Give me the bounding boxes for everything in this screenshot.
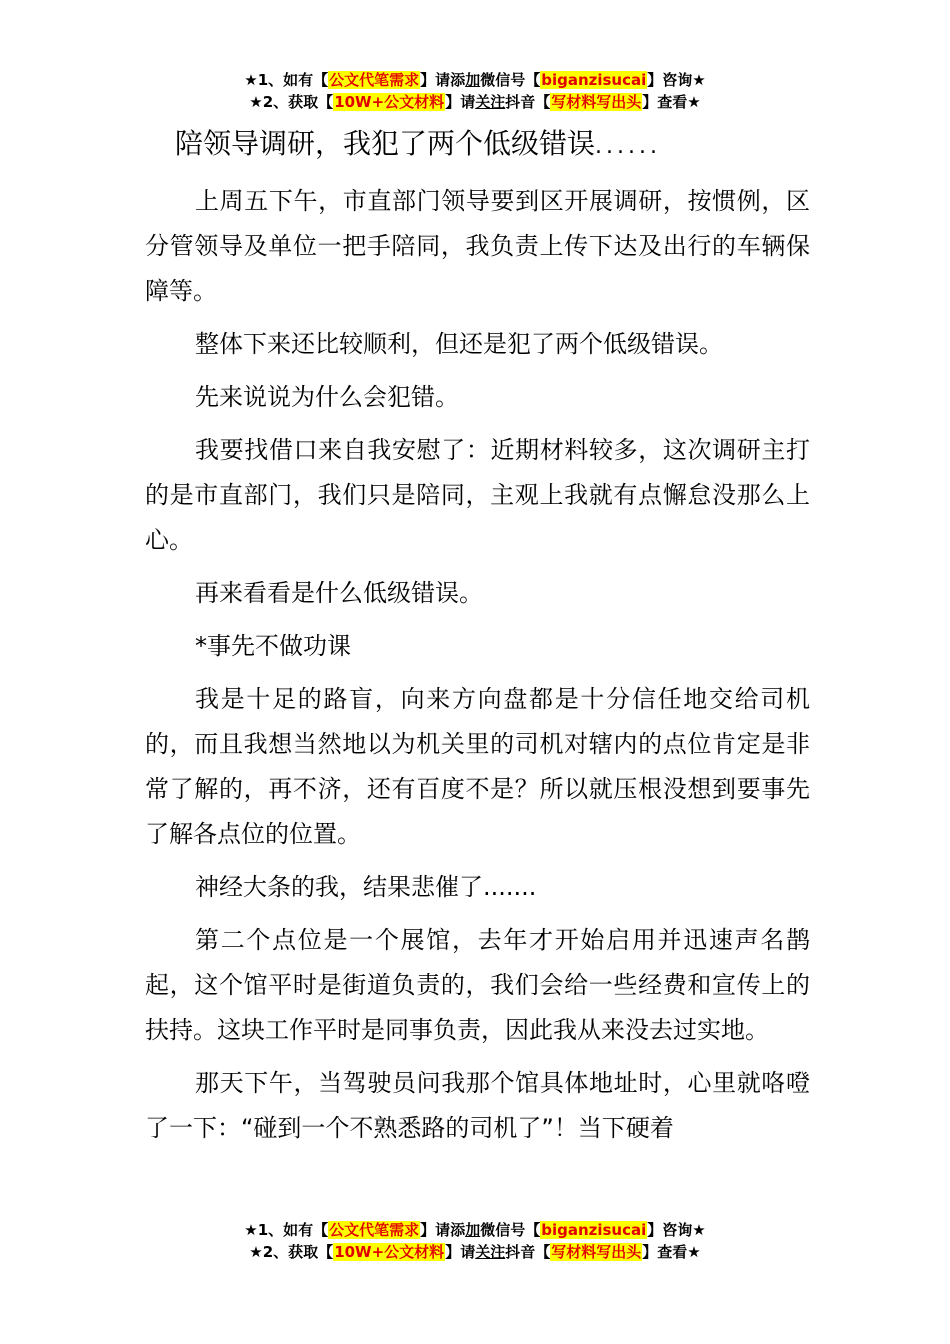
- banner-text: 】请添: [420, 71, 466, 89]
- paragraph: 先来说说为什么会犯错。: [195, 383, 459, 411]
- banner-text-underlined: 关注: [475, 93, 506, 111]
- banner-text: 微信号【: [480, 71, 541, 89]
- banner-text: 抖音【: [505, 93, 551, 111]
- banner-text-underlined: 加: [465, 1221, 481, 1239]
- banner-text: 】咨询★: [647, 71, 706, 89]
- bottom-banner: [0, 1219, 950, 1263]
- banner-text-underlined: 关注: [475, 1243, 506, 1261]
- banner-line-1: [0, 1219, 950, 1241]
- highlight-wechat-id: biganzisucai: [541, 71, 647, 89]
- banner-line-2: [0, 1241, 950, 1263]
- paragraph: 整体下来还比较顺利，但还是犯了两个低级错误。: [195, 330, 723, 358]
- banner-line-2: [0, 91, 950, 113]
- banner-text: ★2、获取【: [249, 93, 334, 111]
- highlight-service: 公文代笔需求: [329, 1221, 420, 1239]
- paragraph: 我是十足的路盲，向来方向盘都是十分信任地交给司机的，而且我想当然地以为机关里的司机对辖内的点位肯定是非常了解的，再不济，还有百度不是？所以就压根没想到要事先了解各点位的位置。: [145, 685, 810, 848]
- paragraph: 第二个点位是一个展馆，去年才开始启用并迅速声名鹊起，这个馆平时是街道负责的，我们会给一些经费和宣传上的扶持。这块工作平时是同事负责，因此我从来没去过实地。: [145, 926, 810, 1044]
- highlight-wechat-id: biganzisucai: [541, 1221, 647, 1239]
- section-heading: *事先不做功课: [195, 632, 351, 660]
- banner-line-1: [0, 69, 950, 91]
- banner-text: 】查看★: [642, 93, 701, 111]
- banner-text: ★2、获取【: [249, 1243, 334, 1261]
- banner-text: ★1、如有【: [244, 71, 329, 89]
- banner-text: 】请: [445, 1243, 476, 1261]
- paragraph: 上周五下午，市直部门领导要到区开展调研，按惯例，区分管领导及单位一把手陪同，我负责上传下达及出行的车辆保障等。: [145, 187, 810, 305]
- page-title: [175, 122, 661, 169]
- banner-text: 微信号【: [480, 1221, 541, 1239]
- banner-text: 抖音【: [505, 1243, 551, 1261]
- paragraph: 那天下午，当驾驶员问我那个馆具体地址时，心里就咯噔了一下：“碰到一个不熟悉路的司机了”！当下硬着: [145, 1069, 810, 1142]
- highlight-materials: 10W+公文材料: [334, 1243, 445, 1261]
- title-text: 陪领导调研，我犯了两个低级错误: [175, 127, 596, 160]
- banner-text: 】查看★: [642, 1243, 701, 1261]
- paragraph: 再来看看是什么低级错误。: [195, 579, 483, 607]
- top-banner: [0, 69, 950, 113]
- highlight-douyin-account: 写材料写出头: [551, 93, 642, 111]
- banner-text: 】咨询★: [647, 1221, 706, 1239]
- banner-text: 】请添: [420, 1221, 466, 1239]
- highlight-service: 公文代笔需求: [329, 71, 420, 89]
- highlight-materials: 10W+公文材料: [334, 93, 445, 111]
- article-body: [145, 179, 810, 1159]
- title-ellipsis: ......: [595, 134, 661, 159]
- paragraph: 神经大条的我，结果悲催了.......: [195, 873, 537, 901]
- highlight-douyin-account: 写材料写出头: [551, 1243, 642, 1261]
- banner-text-underlined: 加: [465, 71, 481, 89]
- banner-text: ★1、如有【: [244, 1221, 329, 1239]
- banner-text: 】请: [445, 93, 476, 111]
- paragraph: 我要找借口来自我安慰了：近期材料较多，这次调研主打的是市直部门，我们只是陪同，主观上我就有点懈怠没那么上心。: [145, 436, 810, 554]
